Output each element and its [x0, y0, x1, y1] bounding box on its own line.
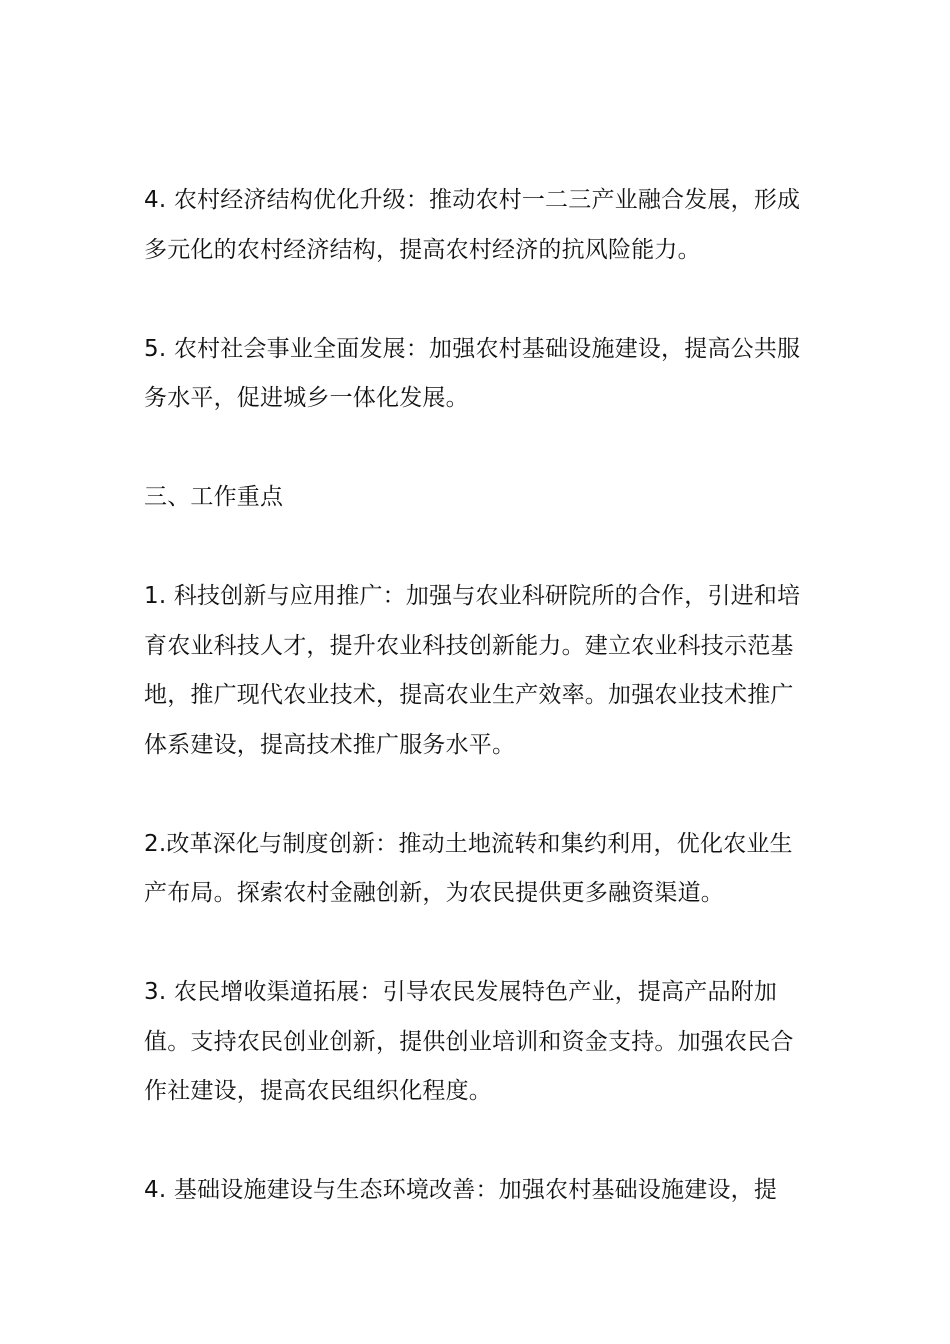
paragraph-spacer [144, 770, 808, 820]
paragraph-focus-1: 1. 科技创新与应用推广：加强与农业科研院所的合作，引进和培育农业科技人才，提升农业科技创新能力。建立农业科技示范基地，推广现代农业技术，提高农业生产效率。加强农业技术推广体系建设，提高技术推广服务水平。 [144, 583, 801, 758]
section-heading: 三、工作重点 [144, 484, 284, 510]
paragraph-spacer [144, 1117, 808, 1167]
paragraph-spacer [144, 523, 808, 573]
paragraph-spacer [144, 424, 808, 474]
paragraph-focus-4: 4. 基础设施建设与生态环境改善：加强农村基础设施建设，提 [144, 1177, 778, 1203]
document-body [144, 176, 808, 1216]
paragraph-goal-4: 4. 农村经济结构优化升级：推动农村一二三产业融合发展，形成多元化的农村经济结构，提高农村经济的抗风险能力。 [144, 187, 801, 263]
paragraph-goal-5: 5. 农村社会事业全面发展：加强农村基础设施建设，提高公共服务水平，促进城乡一体化发展。 [144, 335, 801, 411]
paragraph-spacer [144, 275, 808, 325]
paragraph-focus-2: 2.改革深化与制度创新：推动土地流转和集约利用，优化农业生产布局。探索农村金融创新，为农民提供更多融资渠道。 [144, 830, 793, 906]
paragraph-spacer [144, 919, 808, 969]
paragraph-focus-3: 3. 农民增收渠道拓展：引导农民发展特色产业，提高产品附加值。支持农民创业创新，提供创业培训和资金支持。加强农民合作社建设，提高农民组织化程度。 [144, 979, 794, 1104]
